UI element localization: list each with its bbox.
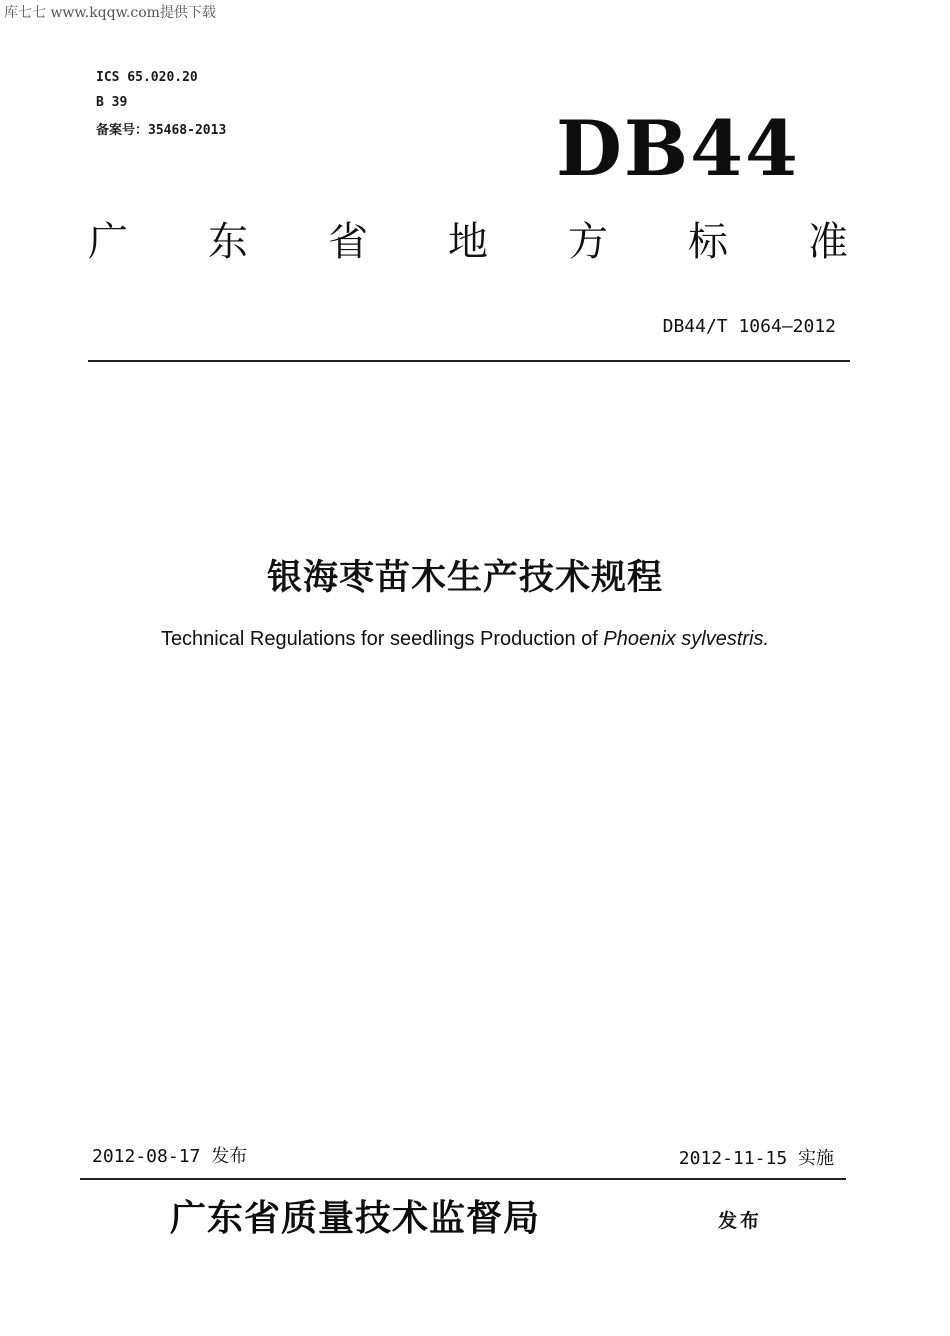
standard-kind-char: 东: [208, 219, 248, 265]
bottom-divider: [80, 1178, 846, 1180]
standard-kind-char: 省: [328, 219, 368, 265]
publish-label: 发布: [718, 1210, 763, 1232]
ics-code: ICS 65.020.20: [96, 70, 198, 85]
publisher-name: 广东省质量技术监督局: [170, 1197, 541, 1239]
standard-kind-char: 方: [568, 219, 608, 265]
title-english: [0, 628, 930, 651]
standard-kind-heading: [88, 210, 848, 267]
ccs-code: B 39: [96, 95, 128, 110]
db44-logo: DB44: [556, 104, 800, 193]
top-divider: [88, 360, 850, 362]
standard-kind-char: 标: [688, 219, 728, 265]
release-date: 2012-08-17 发布: [92, 1146, 248, 1167]
implement-date: 2012-11-15 实施: [678, 1148, 834, 1169]
title-chinese: 银海枣苗木生产技术规程: [266, 558, 663, 598]
title-english-text: Technical Regulations for seedlings Production of: [160, 628, 604, 650]
standard-kind-char: 地: [448, 219, 488, 265]
standard-kind-char: 广: [88, 219, 128, 265]
watermark-text: 库七七 www.kqqw.com提供下载: [4, 5, 216, 21]
title-latin-name: Phoenix sylvestris.: [603, 628, 770, 650]
standard-number: DB44/T 1064—2012: [662, 316, 836, 337]
standard-kind-char: 准: [808, 219, 848, 265]
record-number: 备案号：35468-2013: [96, 123, 227, 138]
